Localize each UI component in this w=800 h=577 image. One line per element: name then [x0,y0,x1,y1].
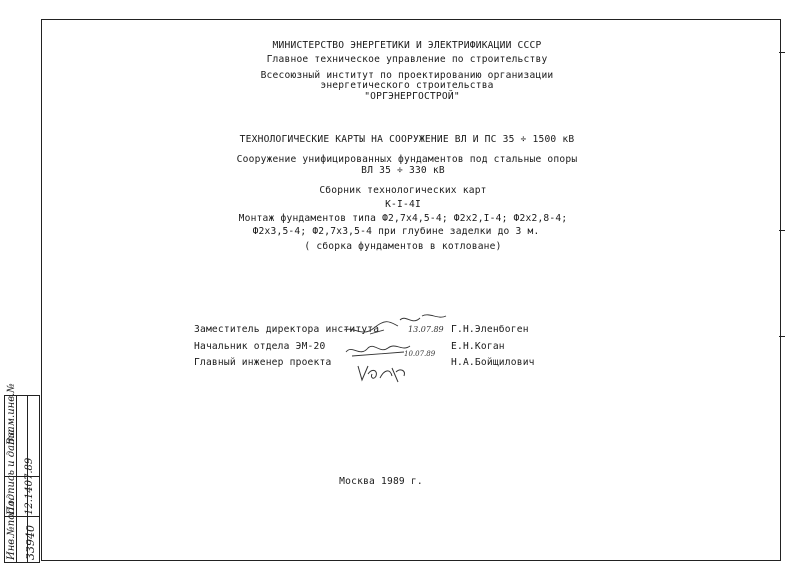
foundation-types-cont: Ф2х3,5-4; Ф2,7х3,5-4 при глубине заделки до 3 м. [252,226,540,237]
signatory-role: Главный инженер проекта [194,357,332,368]
stamp-replacement-label: Взам.инв.№ [6,383,17,445]
signature-date: 10.07.89 [404,350,436,358]
signatory-name: Г.Н.Эленбоген [451,324,529,335]
stamp-inventory-number: 33940 [24,525,37,560]
signatory-name: Е.Н.Коган [451,341,505,352]
doc-title: ТЕХНОЛОГИЧЕСКИЕ КАРТЫ НА СООРУЖЕНИЕ ВЛ И ПС 35 ÷ 1500 кВ [239,134,575,145]
institute-line2: энергетического строительства [320,80,494,91]
foundation-types: Монтаж фундаментов типа Ф2,7х4,5-4; Ф2х2,I-4; Ф2х2,8-4; [238,213,568,224]
stamp-date: 12.1407.89 [24,457,35,515]
city-year: Москва 1989 г. [339,476,423,487]
assembly-note: ( сборка фундаментов в котловане) [304,241,502,252]
doc-subtitle-voltage: ВЛ 35 ÷ 330 кВ [361,165,445,176]
signatory-role: Заместитель директора института [194,324,380,335]
signatory-name: Н.А.Бойщилович [451,357,535,368]
institute-line1: Всесоюзный институт по проектированию организации [260,70,554,81]
doc-subtitle: Сооружение унифицированных фундаментов под стальные опоры [236,154,578,165]
institute-name: "ОРГЭНЕРГОСТРОЙ" [364,91,460,102]
signatory-role: Начальник отдела ЭМ-20 [194,341,326,352]
department-heading: Главное техническое управление по строительству [266,54,548,65]
border-tick [779,336,785,337]
stamp-inventory-label: Инв.№подл. [6,497,17,560]
border-tick [779,52,785,53]
collection-label: Сборник технологических карт [319,185,487,196]
stamp-signature-date-label: Подпись и дата [6,429,17,515]
signature-date: 13.07.89 [408,325,444,334]
ministry-heading: МИНИСТЕРСТВО ЭНЕРГЕТИКИ И ЭЛЕКТРИФИКАЦИИ СССР [272,40,542,51]
handwritten-signatures [340,308,452,388]
border-tick [779,230,785,231]
collection-code: К-I-4I [385,199,421,210]
